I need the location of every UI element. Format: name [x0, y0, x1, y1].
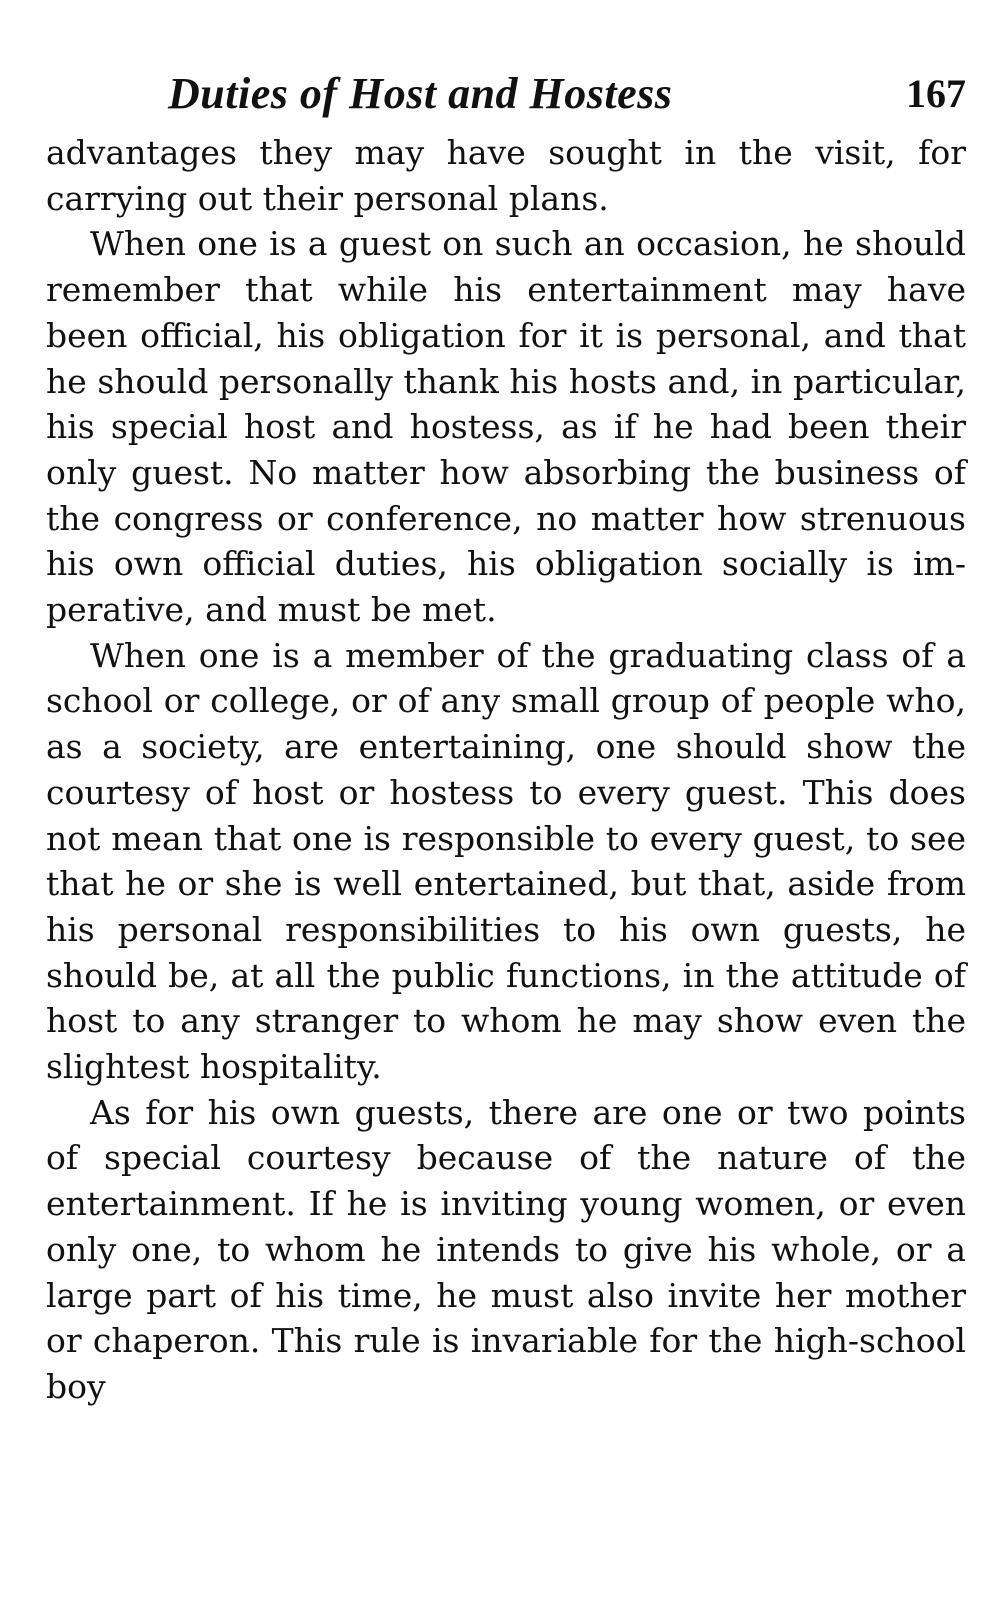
book-page — [46, 66, 966, 1410]
paragraph-graduating-class: When one is a member of the graduating class of a school or college, or of any small group of people who, as a society, are entertaining, one should show the courtesy of host or hostess to every guest. This does not mean that one is responsible to every guest, to see that he or she is well entertained, but that, aside from his personal responsibilities to his own guests, he should be, at all the public functions, in the attitude of host to any stranger to whom he may show even the slightest hospitality. — [46, 635, 966, 1087]
paragraph-continuation: advantages they may have sought in the visit, for carrying out their personal plans. — [46, 133, 966, 218]
page-number: 167 — [906, 71, 966, 116]
running-head — [46, 66, 966, 130]
body-text — [46, 130, 966, 1410]
paragraph-own-guests: As for his own guests, there are one or two points of special courtesy because of the nature of the entertainment. If he is inviting young women, or even only one, to whom he intends to give his whole, or a large part of his time, he must also invite her mother or chaperon. This rule is invariable for the high-school boy — [46, 1092, 966, 1406]
paragraph-guest-obligation: When one is a guest on such an occasion, he should remember that while his entertainment may have been official, his obligation for it is personal, and that he should personally thank his hosts and, in particular, his special host and hostess, as if he had been their only guest. No matter how absorbing the business of the congress or conference, no matter how strenuous his own official duties, his obligation socially is imperative, and must be met. — [46, 224, 966, 630]
running-title: Duties of Host and Hostess — [168, 69, 673, 118]
